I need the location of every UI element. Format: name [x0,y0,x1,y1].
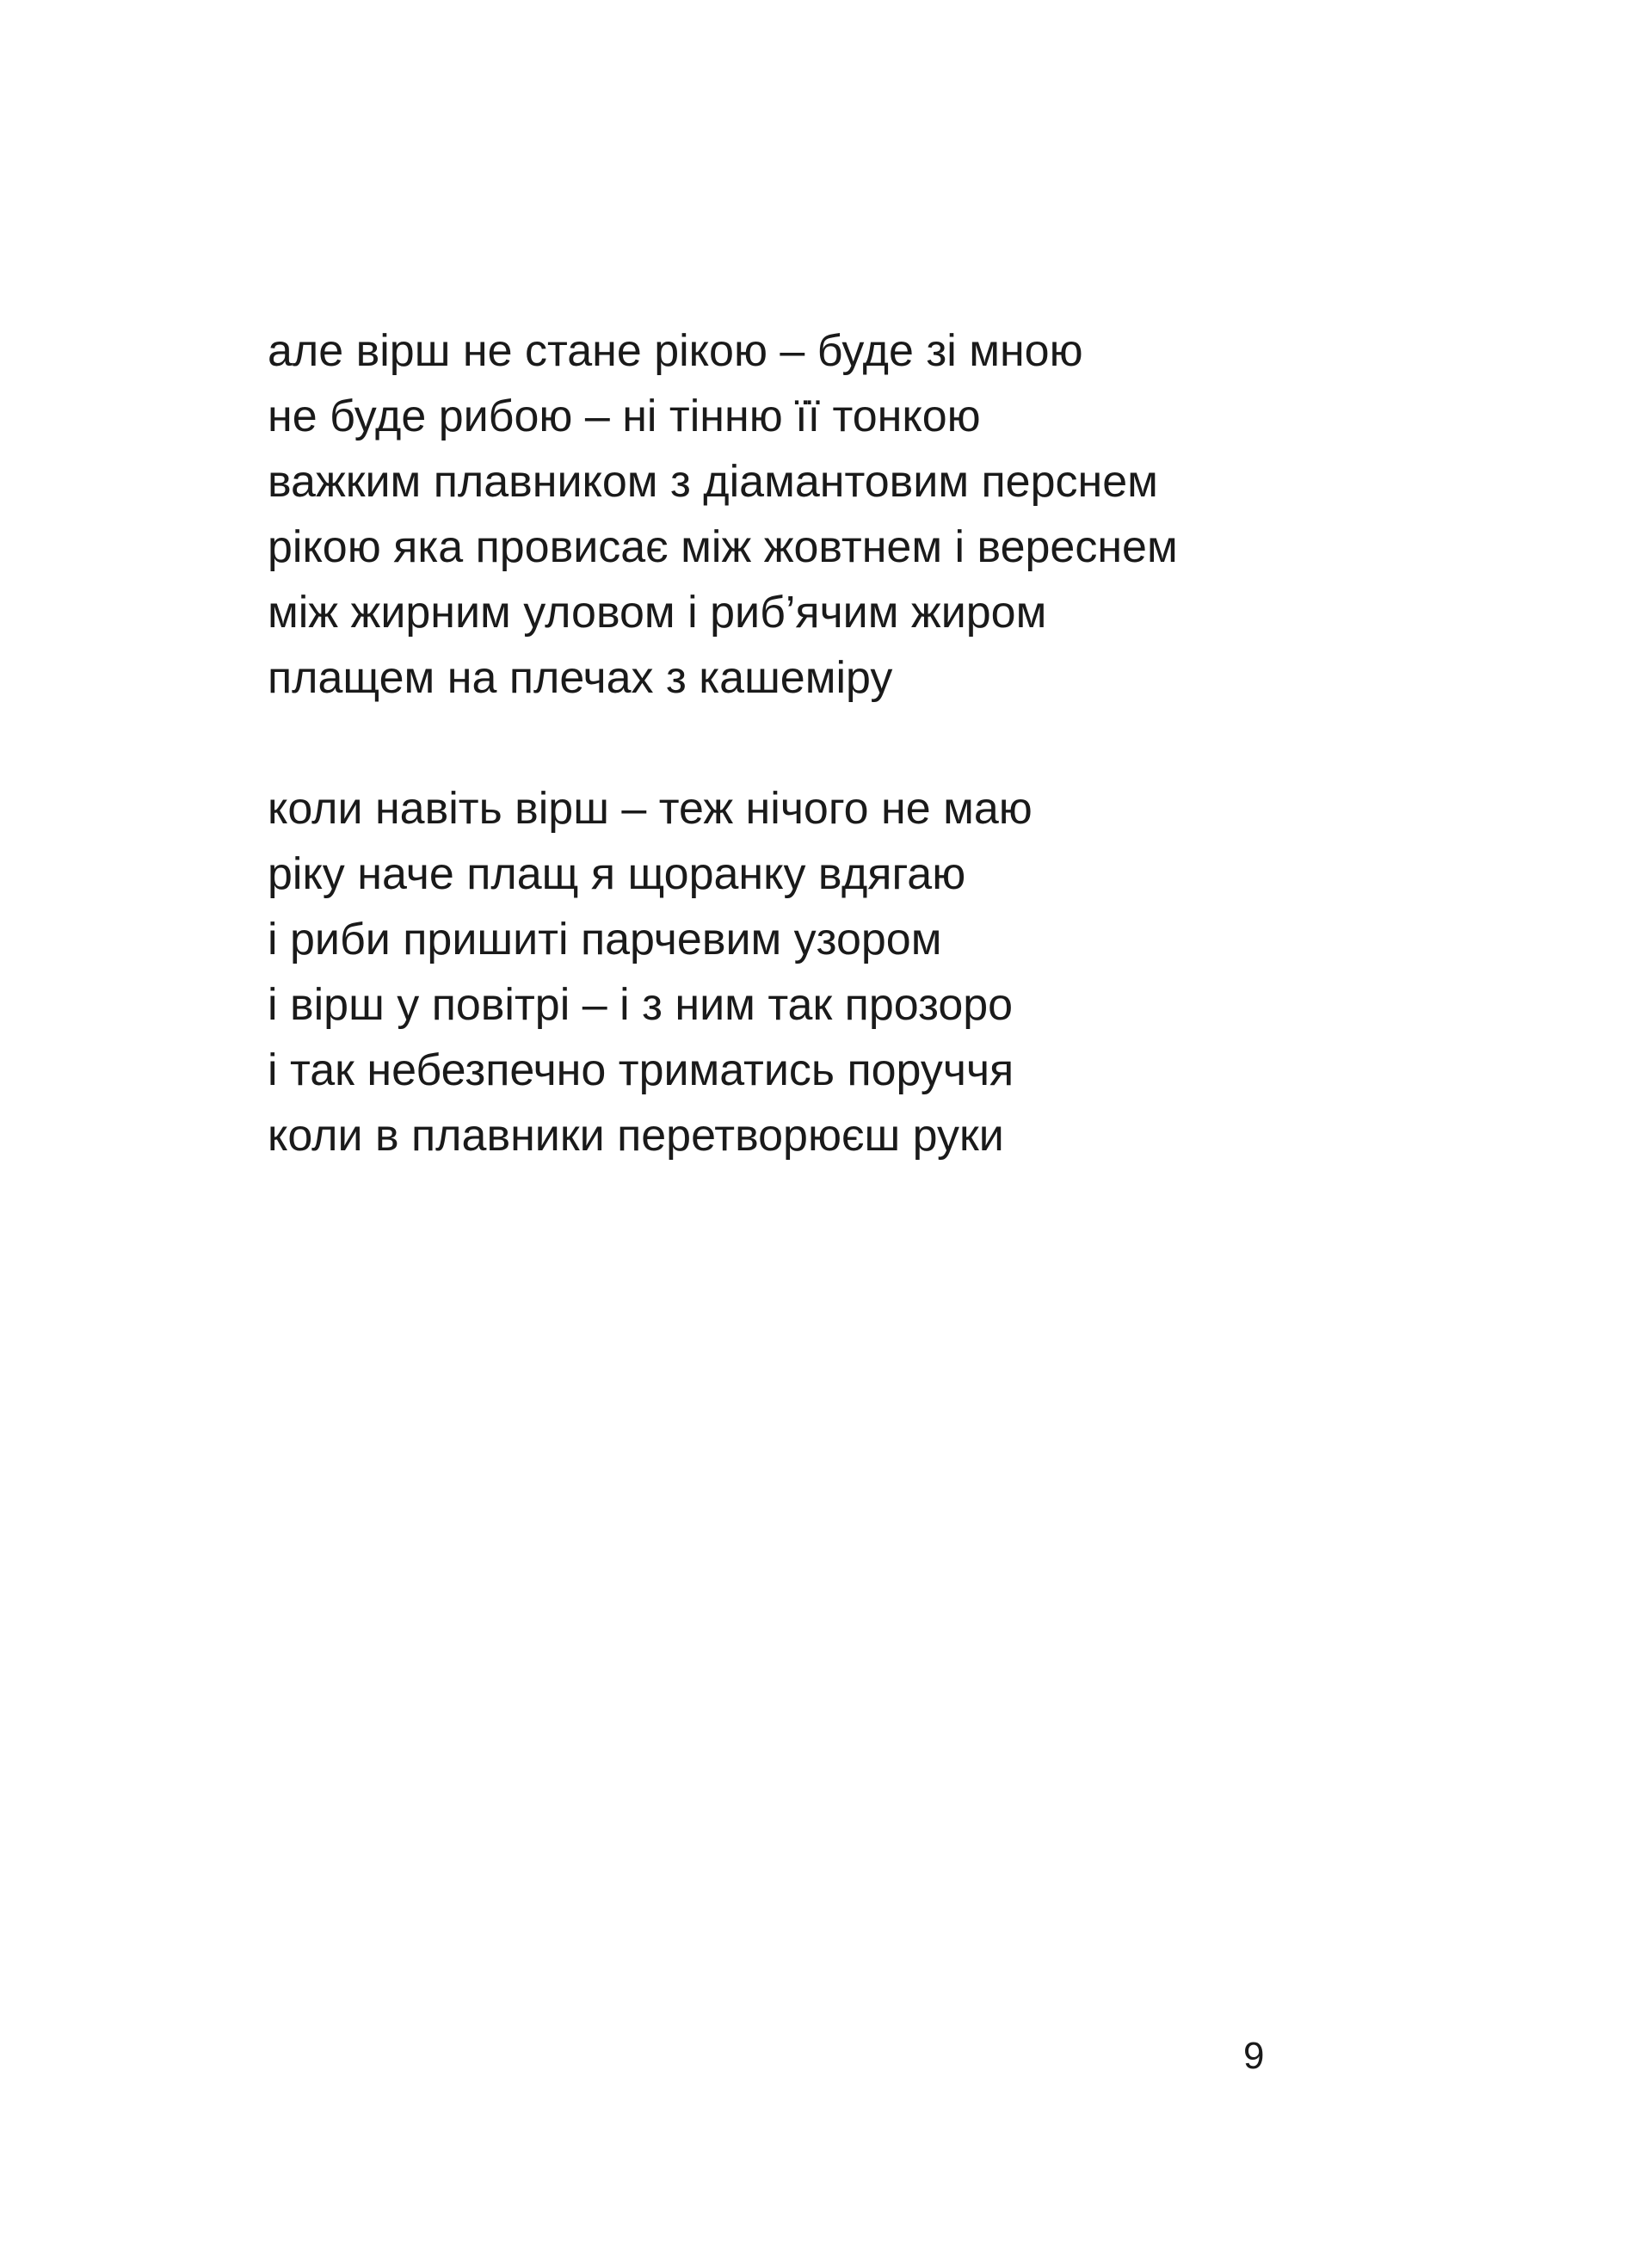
poem-line: важким плавником з діамантовим перснем [268,457,1158,507]
poem-line: ріку наче плащ я щоранку вдягаю [268,849,966,899]
stanza-2 [268,776,1472,1168]
poem-line: коли в плавники перетворюєш руки [268,1111,1004,1161]
poem-line: не буде рибою – ні тінню її тонкою [268,391,981,441]
poem-line: і риби пришиті парчевим узором [268,915,942,964]
poem [268,318,1472,1168]
poem-line: коли навіть вірш – теж нічого не маю [268,784,1032,834]
poem-line: і так небезпечно триматись поруччя [268,1045,1014,1095]
poem-line: рікою яка провисає між жовтнем і вереснем [268,522,1178,572]
poem-line: між жирним уловом і риб’ячим жиром [268,588,1047,638]
poem-line: але вірш не стане рікою – буде зі мною [268,326,1083,376]
poem-line: плащем на плечах з кашеміру [268,653,893,703]
page-number: 9 [1243,2035,1265,2077]
stanza-1 [268,318,1472,711]
poem-line: і вірш у повітрі – і з ним так прозоро [268,980,1014,1030]
